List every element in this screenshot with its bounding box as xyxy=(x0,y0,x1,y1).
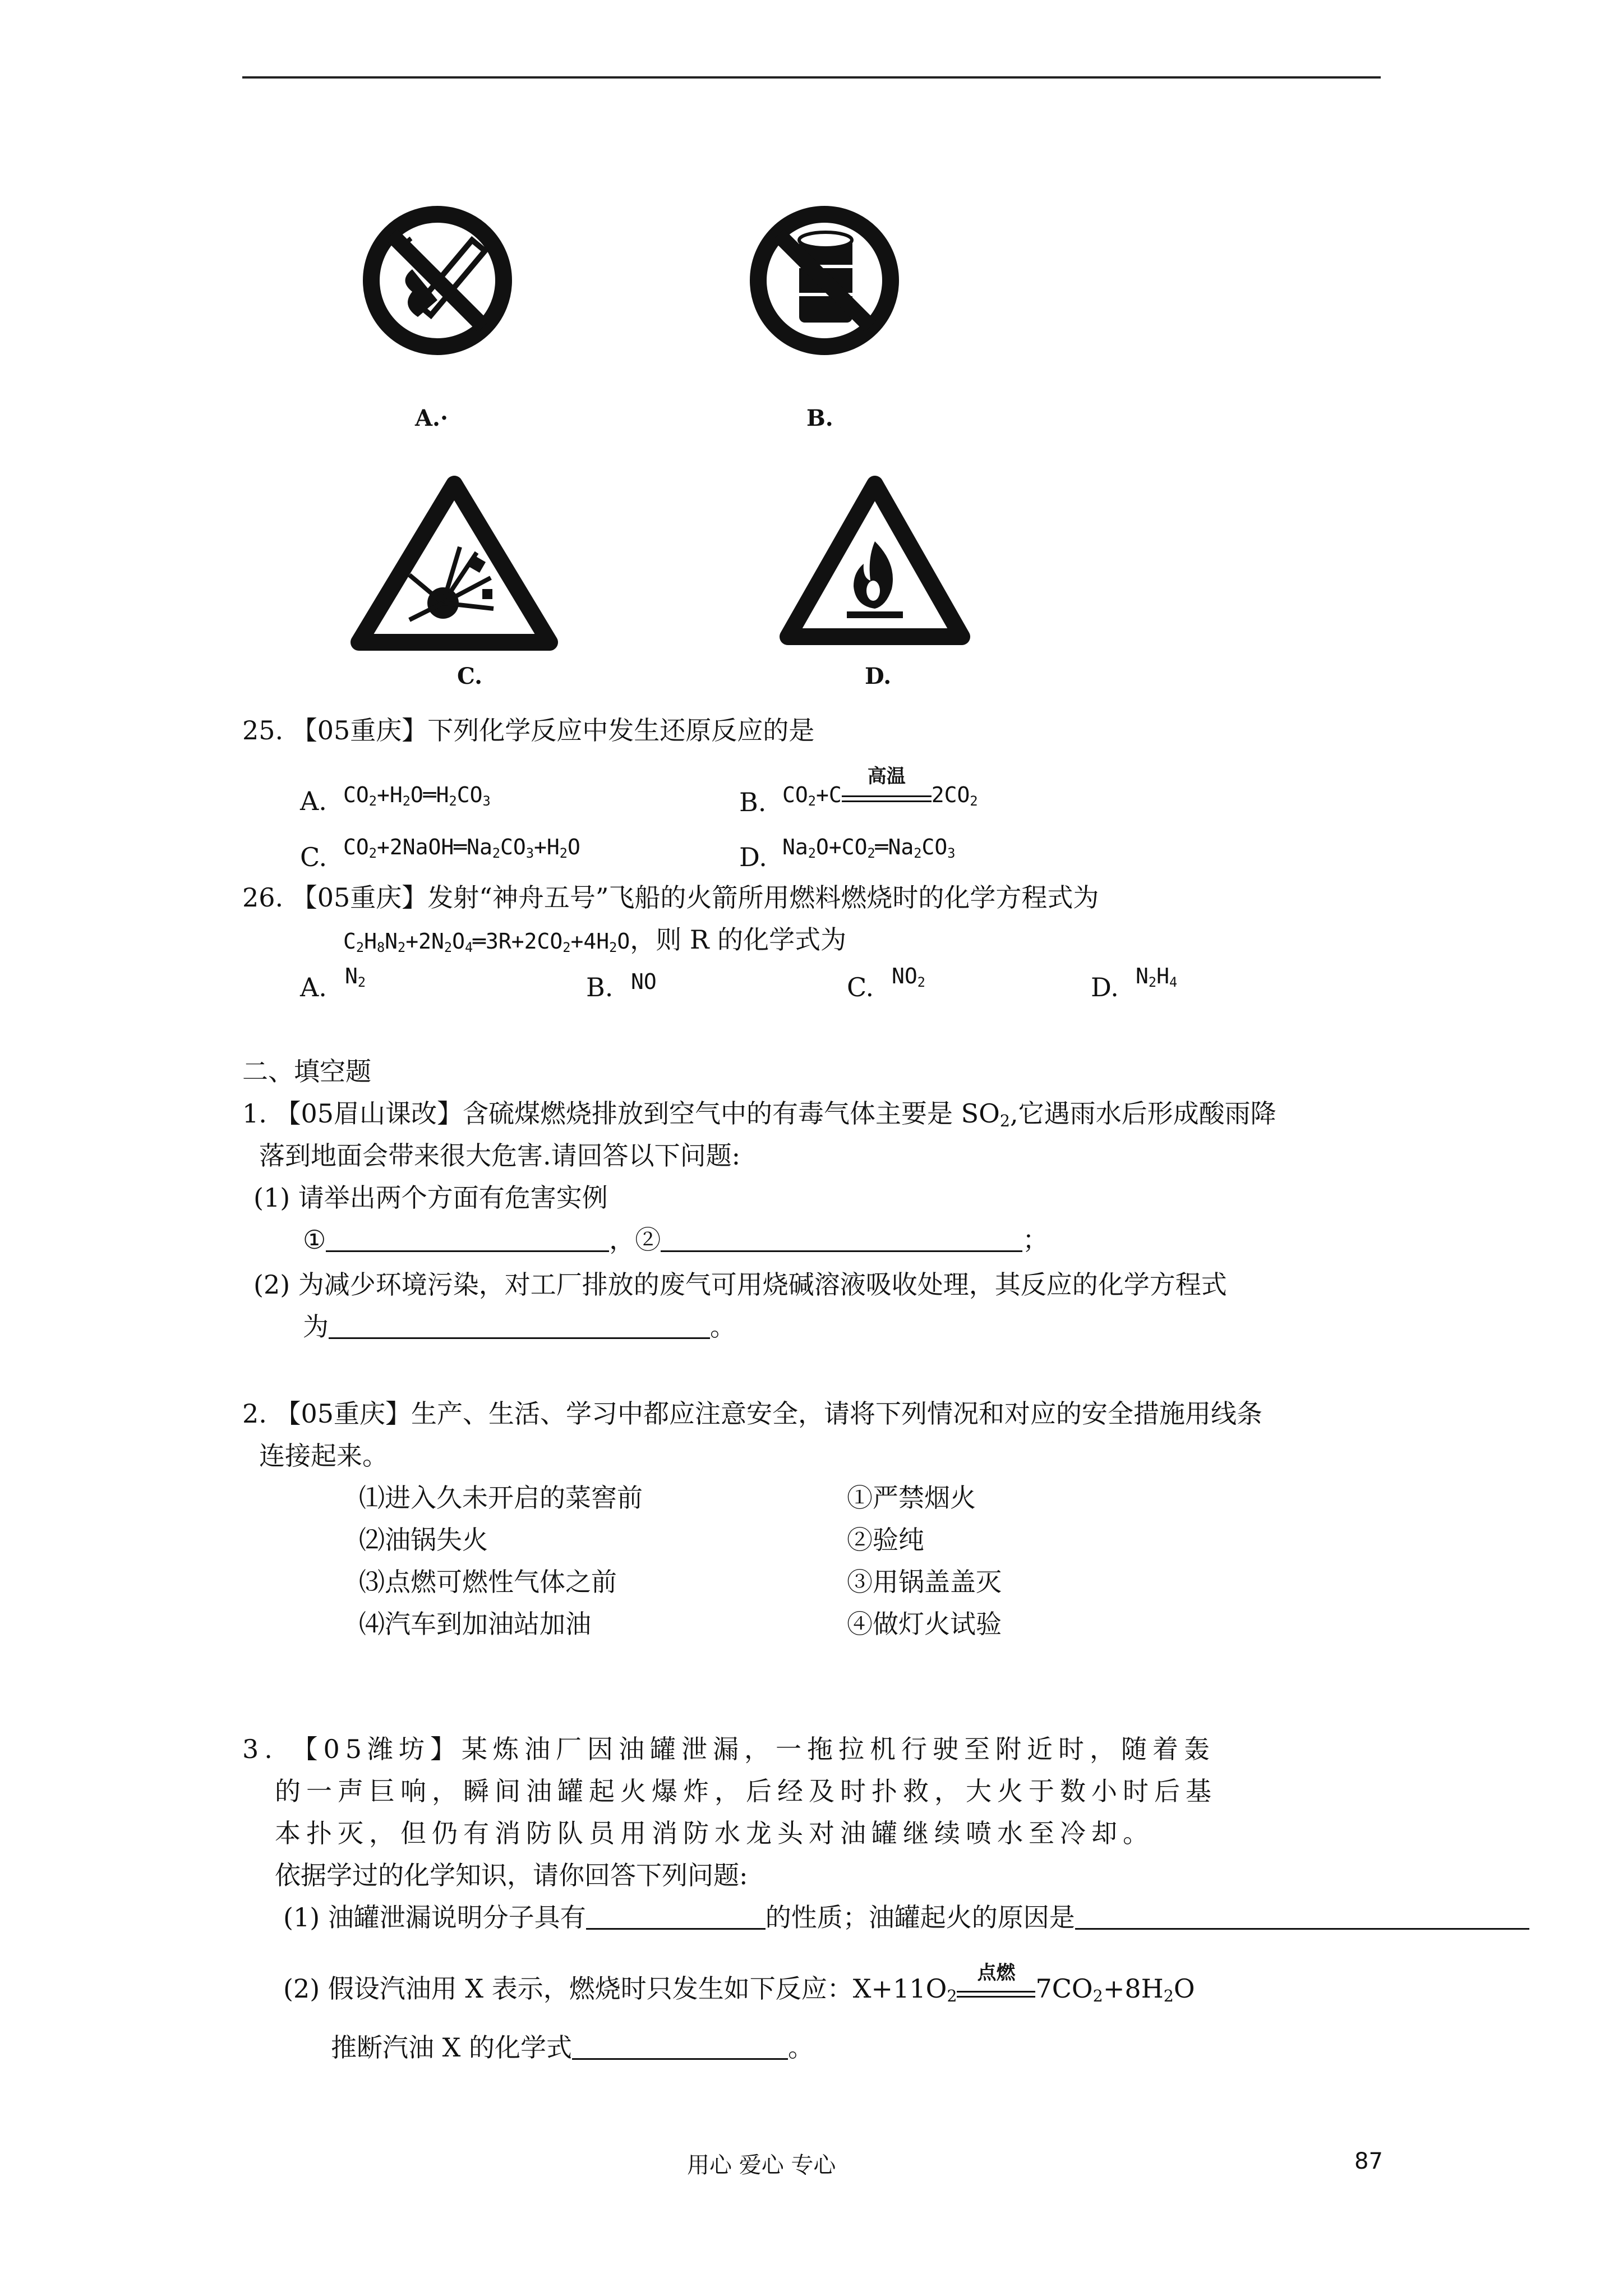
q2-measure-1: ①严禁烟火 xyxy=(847,1483,976,1513)
header-rule xyxy=(242,76,1381,79)
no-fuel-barrel-icon xyxy=(746,202,909,404)
q3-answer-blank-2[interactable] xyxy=(1075,1903,1529,1930)
q2-situation-1: ⑴进入久未开启的菜窖前 xyxy=(359,1483,643,1513)
q2-situation-4: ⑷汽车到加油站加油 xyxy=(359,1609,591,1639)
q2-stem-line2: 连接起来。 xyxy=(259,1441,388,1471)
q1-stem-line2: 落到地面会带来很大危害.请回答以下问题: xyxy=(259,1140,741,1171)
q3-part3: 推断汽油 X 的化学式 。 xyxy=(331,2032,814,2063)
sign-b-label: B. xyxy=(806,405,833,431)
q26-equation-suffix: ，则 R 的化学式为 xyxy=(630,924,847,955)
q26-option-c-formula: $NO_2$ xyxy=(892,964,925,990)
q26-option-d-label: D. xyxy=(1091,972,1119,1002)
section-title: 二、填空题 xyxy=(242,1056,371,1087)
q25-option-c-label: C. xyxy=(300,842,328,872)
sign-a-label: A.· xyxy=(415,405,448,431)
q25-b-condition: 高温 xyxy=(867,765,906,788)
q26-option-a-formula: $N_2$ xyxy=(345,964,366,990)
q3-part2: (2) 假设汽油用 X 表示，燃烧时只发生如下反应：$X+11O_2$ 点燃 $7CO_2+8H_2O$ xyxy=(283,1972,1195,2013)
q1-answer-blank-2[interactable] xyxy=(661,1226,1022,1252)
flammable-warning-icon xyxy=(777,474,973,665)
q2-situation-3: ⑶点燃可燃性气体之前 xyxy=(359,1567,617,1597)
q2-situation-2: ⑵油锅失火 xyxy=(359,1525,488,1555)
q3-stem-line3: 本扑灭，但仍有消防队员用消防水龙头对油罐继续喷水至冷却。 xyxy=(275,1818,1154,1848)
q2-measure-4: ④做灯火试验 xyxy=(847,1609,1002,1639)
q3-stem-line2: 的一声巨响，瞬间油罐起火爆炸，后经及时扑救，大火于数小时后基 xyxy=(275,1776,1217,1806)
q3-answer-blank-1[interactable] xyxy=(586,1903,766,1930)
sign-c-label: C. xyxy=(457,663,483,689)
q26-stem: 26. 【05重庆】发射“神舟五号”飞船的火箭所用燃料燃烧时的化学方程式为 xyxy=(242,882,1099,913)
q3-condition: 点燃 xyxy=(977,1962,1016,1984)
q1-part2: (2) 为减少环境污染，对工厂排放的废气可用烧碱溶液吸收处理，其反应的化学方程式 xyxy=(253,1269,1227,1300)
q26-option-b-label: B. xyxy=(586,972,614,1002)
q25-option-a-equation: $CO_2+H_2O═H_2CO_3$ xyxy=(343,783,491,809)
q25-option-b-equation: $CO_2+C$ 高温 $2CO_2$ xyxy=(782,783,978,809)
q26-option-b-formula: NO xyxy=(631,969,657,994)
q1-part1-answers: ① ，② ； xyxy=(303,1225,1049,1255)
q1-part1: (1) 请举出两个方面有危害实例 xyxy=(253,1182,608,1213)
q3-stem-line4: 依据学过的化学知识，请你回答下列问题: xyxy=(275,1860,748,1890)
q25-stem: 25. 【05重庆】下列化学反应中发生还原反应的是 xyxy=(242,715,815,746)
no-smoking-icon xyxy=(359,202,522,404)
explosive-warning-icon xyxy=(348,474,561,665)
q2-measure-2: ②验纯 xyxy=(847,1525,924,1555)
q3-answer-blank-3[interactable] xyxy=(572,2033,788,2060)
q25-option-b-label: B. xyxy=(739,787,767,817)
q25-option-d-equation: $Na_2O+CO_2═Na_2CO_3$ xyxy=(782,835,956,861)
sign-d-label: D. xyxy=(865,663,892,689)
q26-option-c-label: C. xyxy=(847,972,874,1002)
page-number: 87 xyxy=(1354,2148,1383,2174)
q1-answer-blank-1[interactable] xyxy=(326,1226,609,1252)
q3-part1: (1) 油罐泄漏说明分子具有 的性质；油罐起火的原因是 xyxy=(283,1901,1529,1934)
q2-measure-3: ③用锅盖盖灭 xyxy=(847,1567,1002,1597)
q1-answer-blank-3[interactable] xyxy=(329,1313,710,1339)
q2-stem-line1: 2. 【05重庆】生产、生活、学习中都应注意安全，请将下列情况和对应的安全措施用线条 xyxy=(242,1398,1263,1429)
q26-option-a-label: A. xyxy=(300,972,327,1002)
footer-motto: 用心 爱心 专心 xyxy=(687,2152,836,2178)
q3-stem-line1: 3. 【05潍坊】某炼油厂因油罐泄漏，一拖拉机行驶至附近时，随着轰 xyxy=(242,1734,1216,1764)
q26-equation-line: $C_2H_8N_2+2N_2O_4═3R+2CO_2+4H_2O$，则 R 的化学式为 xyxy=(343,924,847,955)
q26-option-d-formula: $N_2H_4$ xyxy=(1136,964,1178,990)
q25-option-c-equation: $CO_2+2NaOH═Na_2CO_3+H_2O$ xyxy=(343,835,580,861)
q25-option-d-label: D. xyxy=(739,842,767,872)
q25-option-a-label: A. xyxy=(300,786,327,816)
q1-stem-line1: 1. 【05眉山课改】含硫煤燃烧排放到空气中的有毒气体主要是 $SO_2$,它遇雨水后形成酸雨降 xyxy=(242,1098,1276,1131)
q1-part2-answer: 为 。 xyxy=(303,1312,736,1342)
